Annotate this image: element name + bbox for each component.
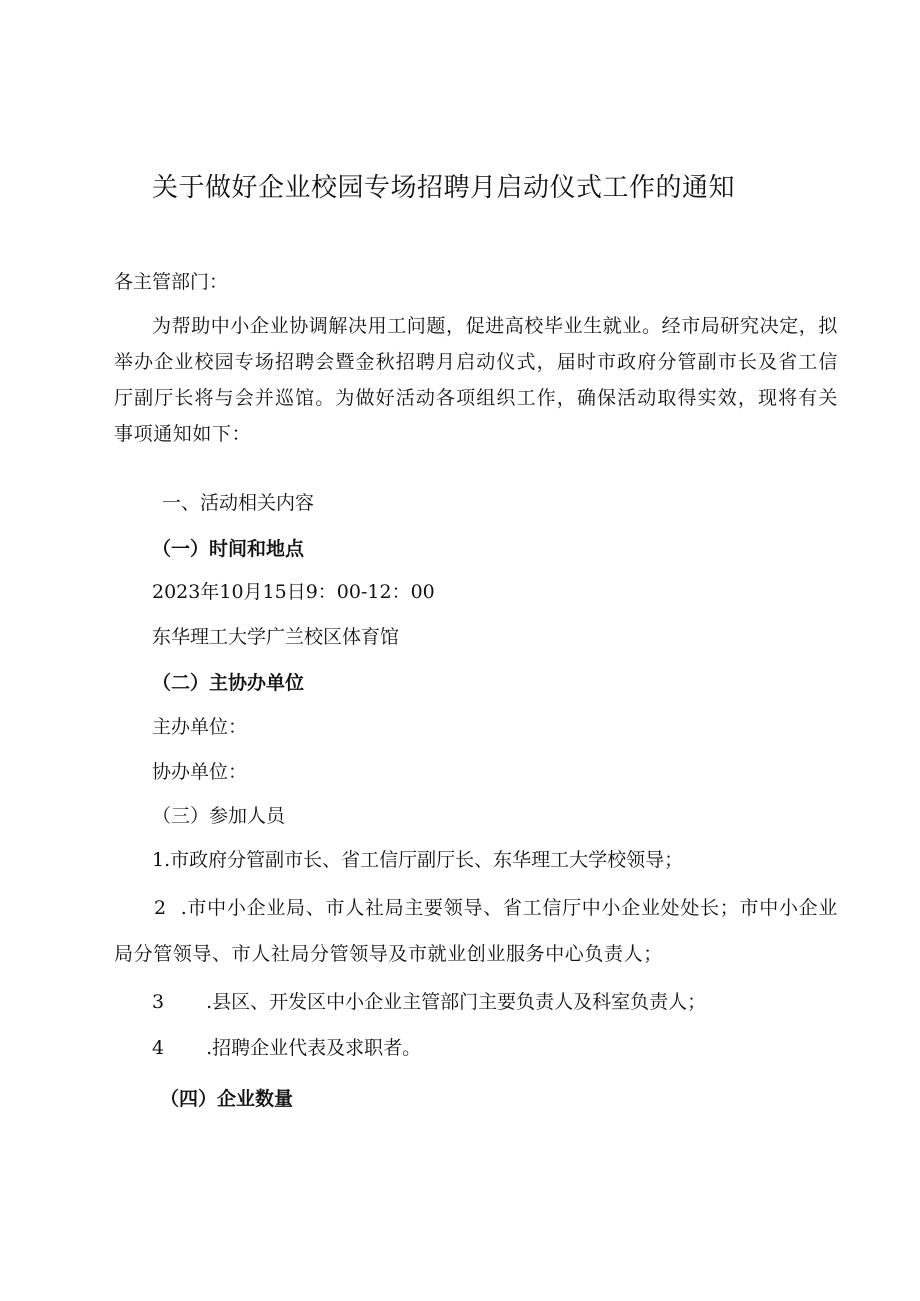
participant-item-4-text: .招聘企业代表及求职者。 <box>206 1037 422 1059</box>
participant-item-3-number: 3 <box>152 991 165 1013</box>
participant-item-1: 1.市政府分管副市长、省工信厅副厅长、东华理工大学校领导； <box>152 849 684 871</box>
subheading-time-place: （一）时间和地点 <box>152 538 305 560</box>
participant-item-4-number: 4 <box>152 1037 165 1059</box>
participant-item-3 <box>152 990 706 1014</box>
participant-item-2-number: 2 <box>154 897 167 919</box>
intro-paragraph: 为帮助中小企业协调解决用工问题，促进高校毕业生就业。经市局研究决定，拟举办企业校园专场招聘会暨金秋招聘月启动仪式，届时市政府分管副市长及省工信厅副厅长将与会并巡馆。为做好活动各项组织工作，确保活动取得实效，现将有关事项通知如下： <box>114 315 839 445</box>
salutation: 各主管部门： <box>114 271 229 293</box>
participant-item-3-text: .县区、开发区中小企业主管部门主要负责人及科室负责人； <box>206 991 707 1013</box>
event-time: 2023年10月15日9：00-12：00 <box>152 581 435 603</box>
cohost-unit: 协办单位： <box>152 761 248 783</box>
participant-item-2 <box>114 885 838 977</box>
subheading-company-count: （四）企业数量 <box>160 1088 294 1110</box>
section-heading-1: 一、活动相关内容 <box>162 492 315 514</box>
host-unit: 主办单位： <box>152 716 248 738</box>
subheading-participants: （三）参加人员 <box>152 805 286 827</box>
participant-item-2-text: .市中小企业局、市人社局主要领导、省工信厅中小企业处处长；市中小企业局分管领导、市人社局分管领导及市就业创业服务中心负责人； <box>114 897 838 965</box>
subheading-organizers: （二）主协办单位 <box>152 672 305 694</box>
document-title: 关于做好企业校园专场招聘月启动仪式工作的通知 <box>152 173 736 203</box>
event-place: 东华理工大学广兰校区体育馆 <box>152 626 400 648</box>
participant-item-4 <box>152 1036 421 1060</box>
